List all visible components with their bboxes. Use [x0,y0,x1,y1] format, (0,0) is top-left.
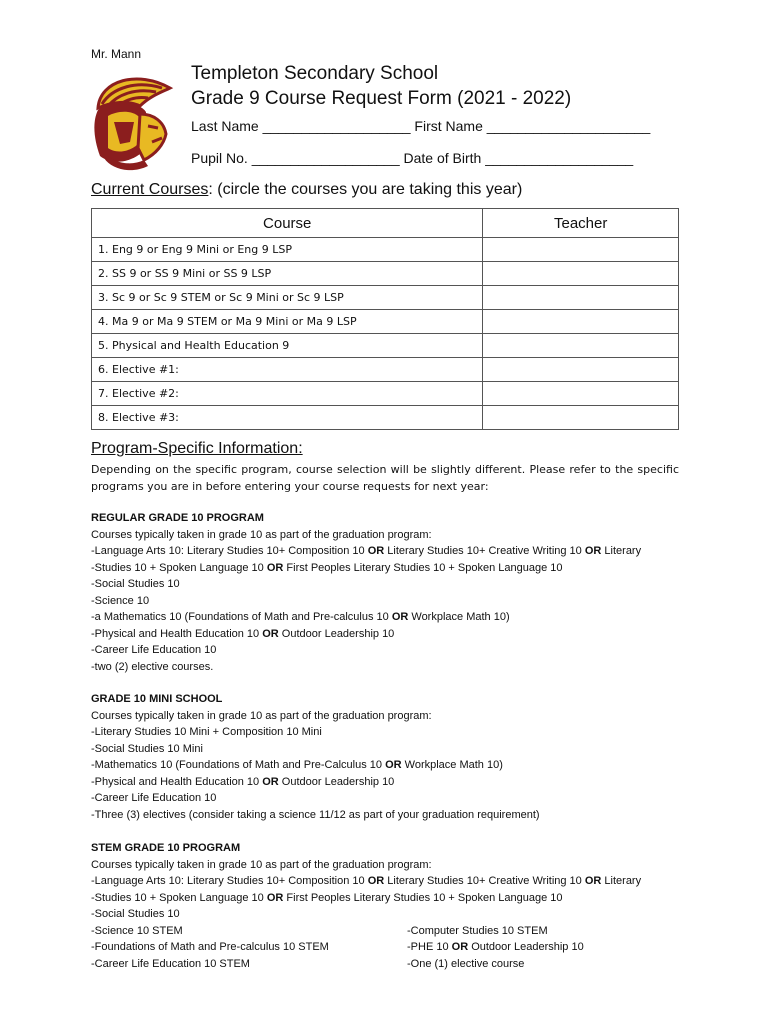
section-line: -Mathematics 10 (Foundations of Math and Pre-Calculus 10 OR Workplace Math 10) [91,759,503,771]
table-row [92,262,679,286]
course-cell[interactable]: 2. SS 9 or SS 9 Mini or SS 9 LSP [92,262,483,286]
program-info-intro: Depending on the specific program, course selection will be slightly different. Please refer to the specific programs you are in before entering your course requests for next year: [91,463,679,493]
table-row [92,310,679,334]
column-header-teacher: Teacher [483,209,679,238]
current-courses-heading [91,181,522,199]
table-row [92,406,679,430]
teacher-cell[interactable] [483,382,679,406]
section-title: GRADE 10 MINI SCHOOL [91,693,223,705]
course-cell[interactable]: 6. Elective #1: [92,358,483,382]
section-line: -Career Life Education 10 [91,644,217,656]
stem-left-column [91,923,329,973]
section-line: -Science 10 [91,594,150,607]
column-header-course: Course [92,209,483,238]
course-cell[interactable]: 1. Eng 9 or Eng 9 Mini or Eng 9 LSP [92,238,483,262]
course-cell[interactable]: 4. Ma 9 or Ma 9 STEM or Ma 9 Mini or Ma 9 LSP [92,310,483,334]
teacher-cell[interactable] [483,238,679,262]
teacher-cell[interactable] [483,310,679,334]
form-heading [191,61,571,111]
section-line: -Studies 10 + Spoken Language 10 OR First Peoples Literary Studies 10 + Spoken Language 10 [91,891,563,904]
current-courses-label: Current Courses [91,181,209,198]
section-line: -a Mathematics 10 (Foundations of Math and Pre-calculus 10 OR Workplace Math 10) [91,611,510,623]
section-line: -Literary Studies 10 Mini + Composition 10 Mini [91,726,322,738]
teacher-cell[interactable] [483,334,679,358]
section-line: Courses typically taken in grade 10 as part of the graduation program: [91,858,432,871]
section-line: -One (1) elective course [407,957,525,970]
course-cell[interactable]: 8. Elective #3: [92,406,483,430]
current-courses-table [91,208,679,430]
course-cell[interactable]: 3. Sc 9 or Sc 9 STEM or Sc 9 Mini or Sc 9 LSP [92,286,483,310]
name-fields-line: Last Name ___________________ First Name _____________________ [191,118,651,134]
section-line: Courses typically taken in grade 10 as part of the graduation program: [91,528,432,541]
stem-two-column [91,923,691,973]
section-line: -Language Arts 10: Literary Studies 10+ Composition 10 OR Literary Studies 10+ Creative Writing 10 OR Literary [91,875,642,887]
mini-school-section [91,691,691,823]
table-row [92,382,679,406]
form-title: Grade 9 Course Request Form (2021 - 2022) [191,88,572,109]
stem-program-section [91,840,691,972]
section-line: -Computer Studies 10 STEM [407,924,548,937]
section-line: -Social Studies 10 [91,578,180,590]
stem-right-column [407,923,584,973]
school-name: Templeton Secondary School [191,63,439,84]
program-info-heading: Program-Specific Information: [91,440,303,457]
section-line: -Studies 10 + Spoken Language 10 OR First Peoples Literary Studies 10 + Spoken Language 10 [91,561,563,574]
teacher-name: Mr. Mann [91,47,142,61]
table-header-row [92,209,679,238]
teacher-cell[interactable] [483,406,679,430]
section-line: -Three (3) electives (consider taking a science 11/12 as part of your graduation requirement) [91,808,540,821]
section-line: -Language Arts 10: Literary Studies 10+ Composition 10 OR Literary Studies 10+ Creative Writing 10 OR Literary [91,545,642,557]
teacher-cell[interactable] [483,358,679,382]
current-courses-instruction: : (circle the courses you are taking this year) [208,181,523,198]
section-line: -PHE 10 OR Outdoor Leadership 10 [407,941,584,953]
section-line: -Social Studies 10 Mini [91,742,203,755]
trojan-logo [78,70,186,178]
regular-program-section [91,510,691,675]
section-title: REGULAR GRADE 10 PROGRAM [91,512,264,524]
section-line: Courses typically taken in grade 10 as part of the graduation program: [91,709,432,722]
section-title: STEM GRADE 10 PROGRAM [91,842,241,854]
section-line: -Career Life Education 10 STEM [91,957,250,970]
teacher-cell[interactable] [483,262,679,286]
section-line: -two (2) elective courses. [91,660,214,673]
section-line: -Career Life Education 10 [91,792,217,804]
section-line: -Physical and Health Education 10 OR Outdoor Leadership 10 [91,775,395,788]
table-row [92,334,679,358]
section-line: -Physical and Health Education 10 OR Outdoor Leadership 10 [91,627,395,640]
section-line: -Science 10 STEM [91,924,183,937]
teacher-cell[interactable] [483,286,679,310]
pupil-fields-line: Pupil No. ___________________ Date of Birth ___________________ [191,150,634,166]
section-line: -Foundations of Math and Pre-calculus 10 STEM [91,941,329,953]
course-cell[interactable]: 7. Elective #2: [92,382,483,406]
section-line: -Social Studies 10 [91,908,180,920]
course-cell[interactable]: 5. Physical and Health Education 9 [92,334,483,358]
table-row [92,238,679,262]
table-row [92,358,679,382]
table-row [92,286,679,310]
